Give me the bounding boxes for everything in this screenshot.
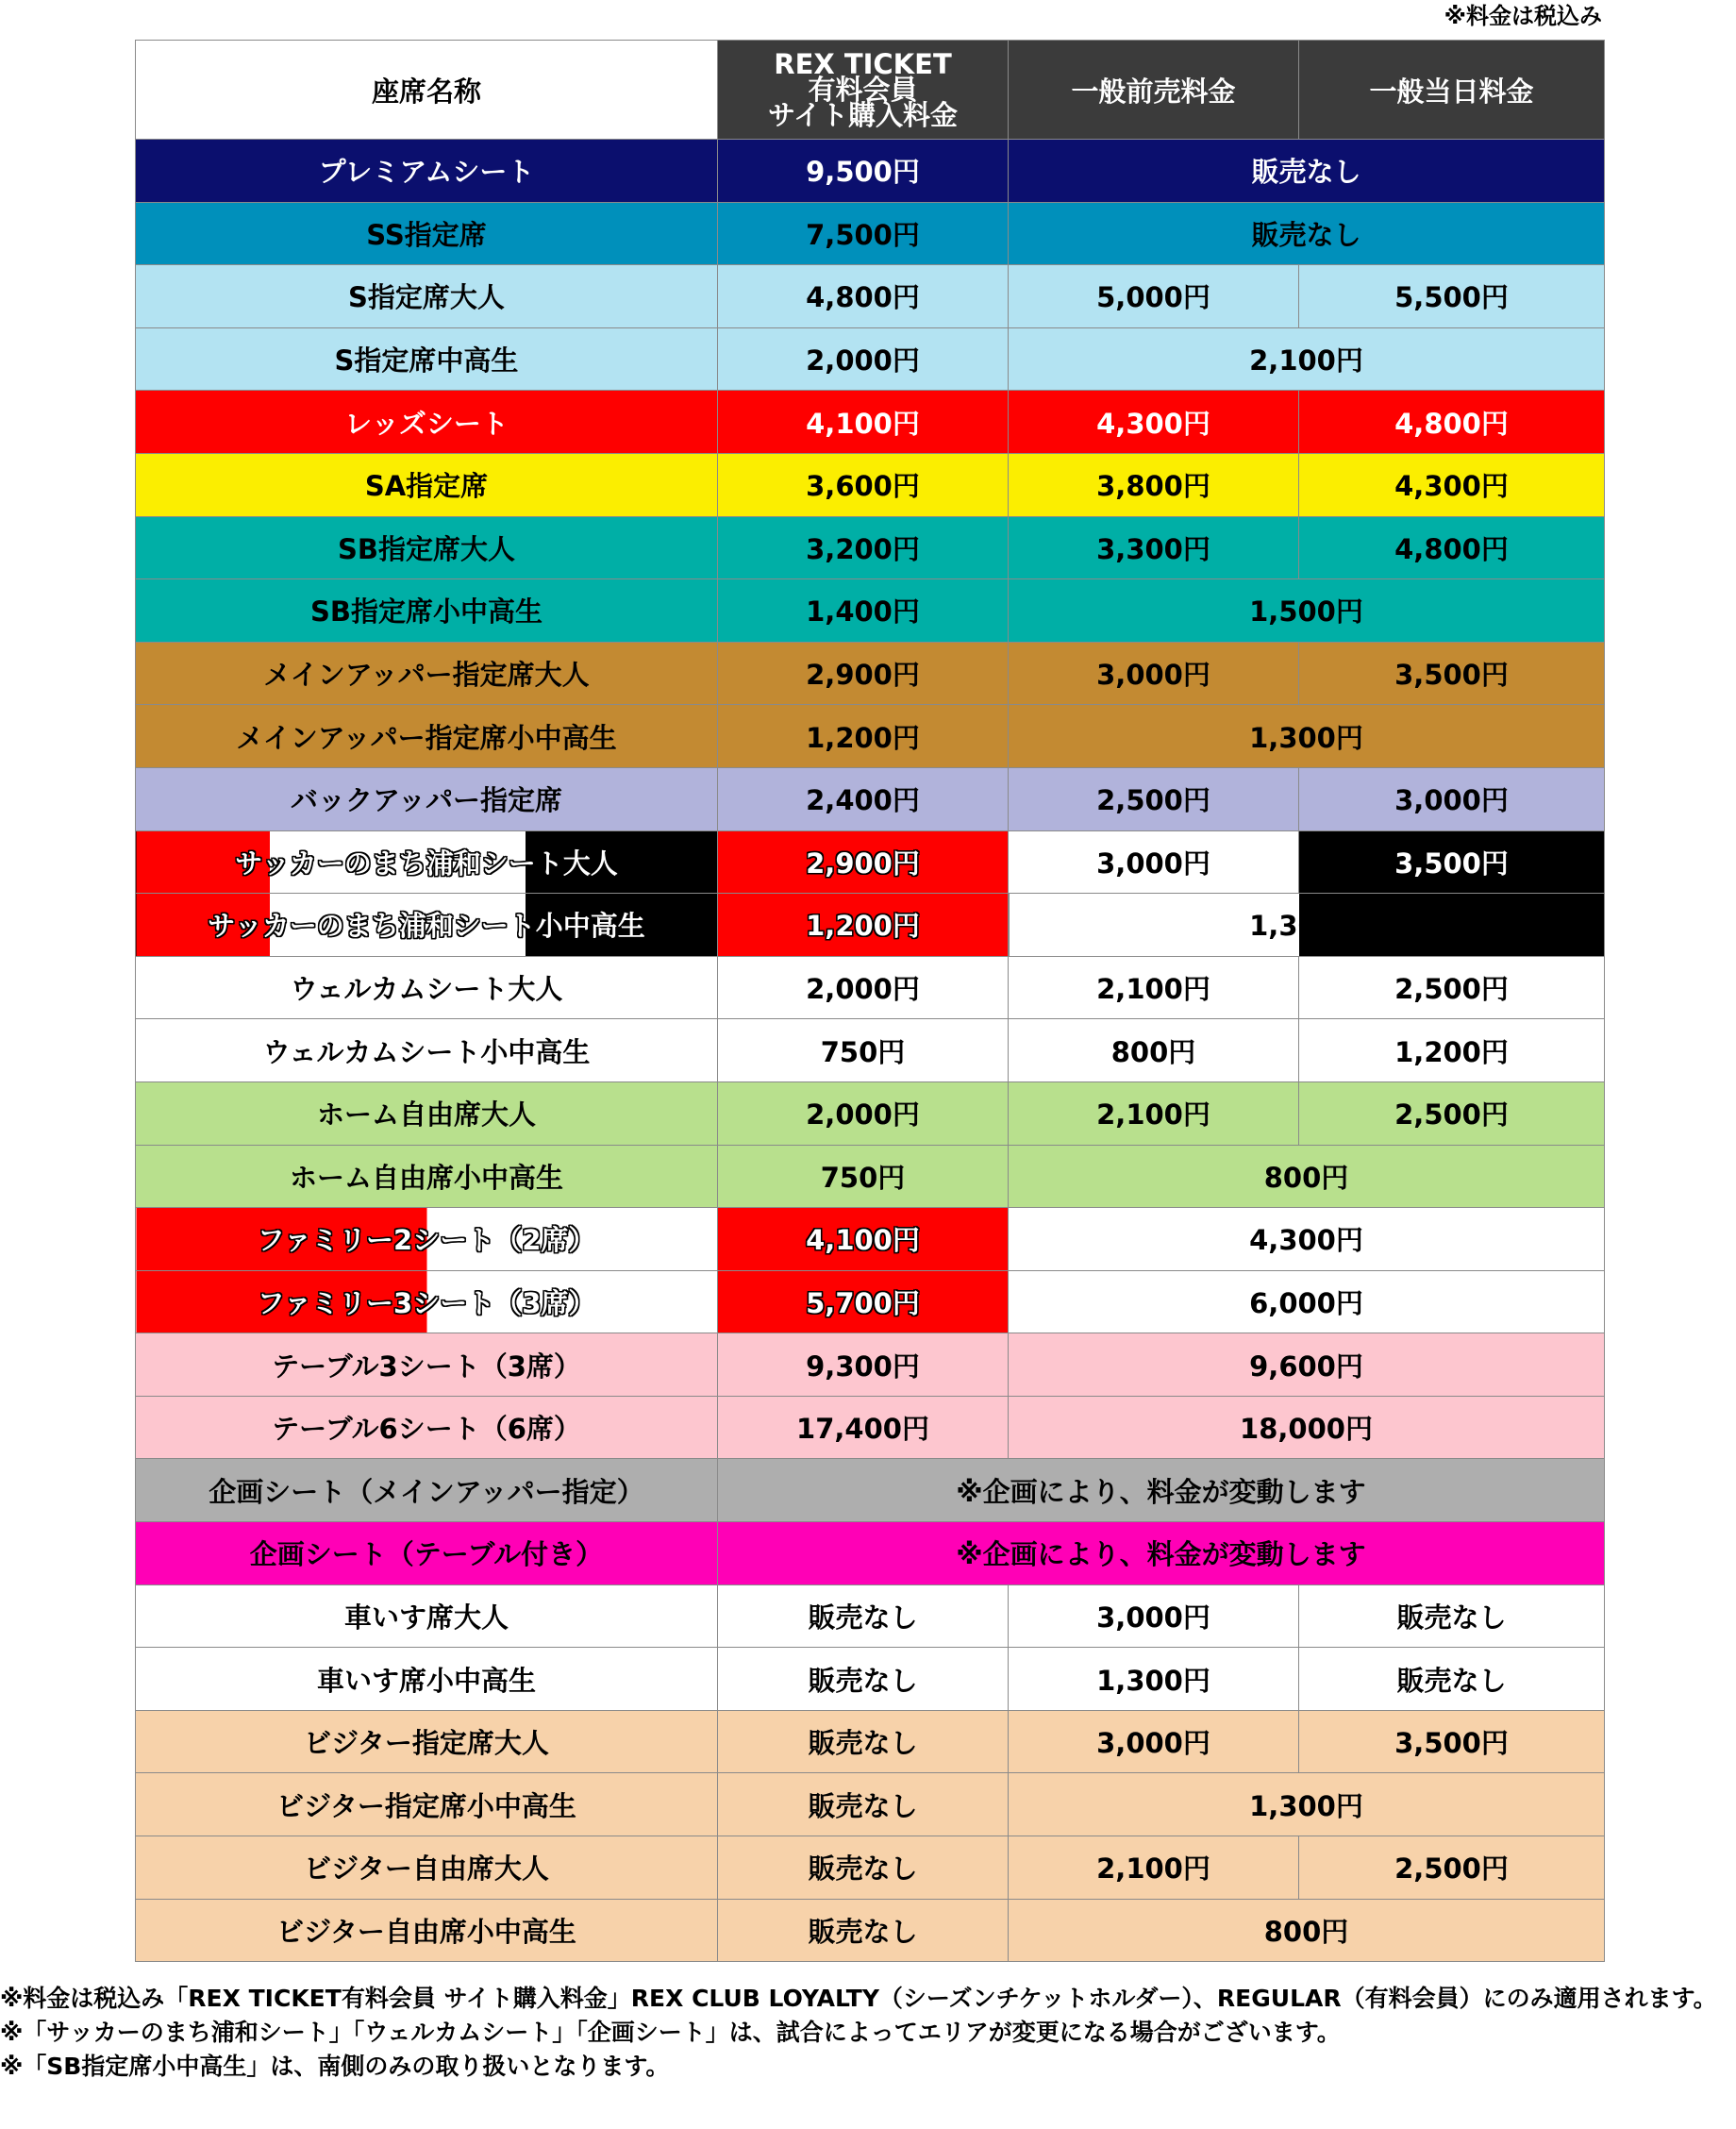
footer-note: ※「サッカーのまち浦和シート」「ウェルカムシート」「企画シート」は、試合によってエリアが変更になる場合がございます。: [0, 2019, 1341, 2046]
general-price-cell: 18,000円: [1009, 1396, 1605, 1459]
rex-price-cell: 2,900円: [718, 830, 1009, 894]
table-row: [136, 642, 1605, 705]
table-row: [136, 1019, 1605, 1082]
dayof-price-cell: 5,500円: [1299, 265, 1605, 328]
advance-price-cell: 5,000円: [1009, 265, 1299, 328]
seat-name-cell: SS指定席: [136, 202, 718, 265]
advance-price-cell: 3,000円: [1009, 1584, 1299, 1648]
rex-price-cell: 5,700円: [718, 1270, 1009, 1333]
seat-name-cell: ホーム自由席大人: [136, 1081, 718, 1145]
table-row: [136, 265, 1605, 328]
table-row: [136, 1270, 1605, 1333]
footer-notes: [0, 1982, 1736, 2084]
general-price-cell: 販売なし: [1009, 202, 1605, 265]
dayof-price-cell: 3,000円: [1299, 767, 1605, 830]
advance-price-cell: 2,100円: [1009, 1081, 1299, 1145]
seat-name-cell: レッズシート: [136, 391, 718, 454]
rex-price-cell: 販売なし: [718, 1773, 1009, 1836]
general-price-cell: 9,600円: [1009, 1333, 1605, 1397]
dayof-price-cell: 4,800円: [1299, 516, 1605, 579]
seat-name-cell: サッカーのまち浦和シート小中高生: [136, 894, 718, 957]
rex-price-cell: 2,900円: [718, 642, 1009, 705]
seat-name-cell: SA指定席: [136, 453, 718, 516]
rex-price-cell: 750円: [718, 1019, 1009, 1082]
variable-price-note-cell: ※企画により、料金が変動します: [718, 1459, 1605, 1522]
header-row: [136, 41, 1605, 140]
advance-price-cell: 2,500円: [1009, 767, 1299, 830]
rex-price-cell: 販売なし: [718, 1584, 1009, 1648]
table-row: [136, 830, 1605, 894]
general-price-cell: 6,000円: [1009, 1270, 1605, 1333]
table-row: [136, 1710, 1605, 1773]
dayof-price-cell: 3,500円: [1299, 830, 1605, 894]
table-row: [136, 453, 1605, 516]
seat-name-cell: メインアッパー指定席大人: [136, 642, 718, 705]
header-advance-price: 一般前売料金: [1009, 41, 1299, 140]
seat-name-cell: 車いす席小中高生: [136, 1648, 718, 1711]
rex-price-cell: 2,000円: [718, 327, 1009, 391]
dayof-price-cell: 3,500円: [1299, 1710, 1605, 1773]
table-row: [136, 1333, 1605, 1397]
rex-price-cell: 1,200円: [718, 705, 1009, 768]
dayof-price-cell: 2,500円: [1299, 1081, 1605, 1145]
general-price-cell: 2,100円: [1009, 327, 1605, 391]
advance-price-cell: 3,000円: [1009, 642, 1299, 705]
table-row: [136, 1145, 1605, 1208]
seat-name-cell: テーブル6シート（6席）: [136, 1396, 718, 1459]
general-price-cell: 販売なし: [1009, 140, 1605, 203]
seat-name-cell: ビジター自由席小中高生: [136, 1899, 718, 1962]
table-row: [136, 1522, 1605, 1585]
rex-price-cell: 2,000円: [718, 956, 1009, 1019]
general-price-cell: 1,300円: [1009, 894, 1605, 957]
rex-price-cell: 3,600円: [718, 453, 1009, 516]
footer-note: ※料金は税込み「REX TICKET有料会員 サイト購入料金」REX CLUB LOYALTY（シーズンチケットホルダー）、REGULAR（有料会員）にのみ適用されます。: [0, 1985, 1717, 2012]
seat-name-cell: ウェルカムシート小中高生: [136, 1019, 718, 1082]
rex-price-cell: 9,300円: [718, 1333, 1009, 1397]
variable-price-note-cell: ※企画により、料金が変動します: [718, 1522, 1605, 1585]
table-row: [136, 1081, 1605, 1145]
table-row: [136, 391, 1605, 454]
seat-name-cell: 企画シート（メインアッパー指定）: [136, 1459, 718, 1522]
table-row: [136, 1208, 1605, 1271]
seat-name-cell: バックアッパー指定席: [136, 767, 718, 830]
advance-price-cell: 3,300円: [1009, 516, 1299, 579]
seat-name-cell: テーブル3シート（3席）: [136, 1333, 718, 1397]
seat-name-cell: サッカーのまち浦和シート大人: [136, 830, 718, 894]
rex-price-cell: 2,400円: [718, 767, 1009, 830]
dayof-price-cell: 販売なし: [1299, 1648, 1605, 1711]
seat-name-cell: プレミアムシート: [136, 140, 718, 203]
seat-name-cell: メインアッパー指定席小中高生: [136, 705, 718, 768]
table-row: [136, 202, 1605, 265]
table-row: [136, 1648, 1605, 1711]
table-row: [136, 140, 1605, 203]
header-rex-ticket: [718, 41, 1009, 140]
table-row: [136, 1836, 1605, 1900]
table-row: [136, 767, 1605, 830]
header-rex-line3: サイト購入料金: [768, 98, 958, 131]
table-row: [136, 1773, 1605, 1836]
rex-price-cell: 7,500円: [718, 202, 1009, 265]
table-row: [136, 1459, 1605, 1522]
dayof-price-cell: 1,200円: [1299, 1019, 1605, 1082]
table-row: [136, 1899, 1605, 1962]
general-price-cell: 4,300円: [1009, 1208, 1605, 1271]
seat-name-cell: SB指定席小中高生: [136, 579, 718, 643]
rex-price-cell: 4,100円: [718, 1208, 1009, 1271]
dayof-price-cell: 販売なし: [1299, 1584, 1605, 1648]
header-dayof-price: 一般当日料金: [1299, 41, 1605, 140]
dayof-price-cell: 3,500円: [1299, 642, 1605, 705]
header-rex-line1: REX TICKET: [774, 47, 952, 80]
seat-name-cell: ビジター自由席大人: [136, 1836, 718, 1900]
rex-price-cell: 4,800円: [718, 265, 1009, 328]
table-row: [136, 1396, 1605, 1459]
seat-name-cell: ファミリー3シート（3席）: [136, 1270, 718, 1333]
footer-note: ※「SB指定席小中高生」は、南側のみの取り扱いとなります。: [0, 2053, 670, 2080]
table-row: [136, 894, 1605, 957]
rex-price-cell: 1,200円: [718, 894, 1009, 957]
general-price-cell: 800円: [1009, 1145, 1605, 1208]
rex-price-cell: 3,200円: [718, 516, 1009, 579]
rex-price-cell: 2,000円: [718, 1081, 1009, 1145]
seat-name-cell: ホーム自由席小中高生: [136, 1145, 718, 1208]
seat-name-cell: 車いす席大人: [136, 1584, 718, 1648]
advance-price-cell: 800円: [1009, 1019, 1299, 1082]
header-seat-name: 座席名称: [136, 41, 718, 140]
advance-price-cell: 4,300円: [1009, 391, 1299, 454]
advance-price-cell: 2,100円: [1009, 1836, 1299, 1900]
seat-name-cell: ファミリー2シート（2席）: [136, 1208, 718, 1271]
general-price-cell: 1,300円: [1009, 1773, 1605, 1836]
seat-name-cell: 企画シート（テーブル付き）: [136, 1522, 718, 1585]
advance-price-cell: 3,000円: [1009, 1710, 1299, 1773]
dayof-price-cell: 4,300円: [1299, 453, 1605, 516]
advance-price-cell: 3,800円: [1009, 453, 1299, 516]
table-row: [136, 956, 1605, 1019]
price-table: [135, 40, 1605, 1962]
dayof-price-cell: 2,500円: [1299, 956, 1605, 1019]
header-rex-line2: 有料会員: [808, 73, 918, 106]
rex-price-cell: 販売なし: [718, 1710, 1009, 1773]
advance-price-cell: 1,300円: [1009, 1648, 1299, 1711]
dayof-price-cell: 2,500円: [1299, 1836, 1605, 1900]
rex-price-cell: 販売なし: [718, 1836, 1009, 1900]
seat-name-cell: ビジター指定席小中高生: [136, 1773, 718, 1836]
rex-price-cell: 販売なし: [718, 1899, 1009, 1962]
seat-name-cell: S指定席中高生: [136, 327, 718, 391]
general-price-cell: 1,500円: [1009, 579, 1605, 643]
rex-price-cell: 4,100円: [718, 391, 1009, 454]
rex-price-cell: 17,400円: [718, 1396, 1009, 1459]
tax-note: ※料金は税込み: [1444, 3, 1602, 29]
rex-price-cell: 販売なし: [718, 1648, 1009, 1711]
seat-name-cell: S指定席大人: [136, 265, 718, 328]
general-price-cell: 1,300円: [1009, 705, 1605, 768]
rex-price-cell: 1,400円: [718, 579, 1009, 643]
rex-price-cell: 750円: [718, 1145, 1009, 1208]
seat-name-cell: ビジター指定席大人: [136, 1710, 718, 1773]
table-row: [136, 705, 1605, 768]
table-row: [136, 579, 1605, 643]
advance-price-cell: 2,100円: [1009, 956, 1299, 1019]
table-row: [136, 516, 1605, 579]
table-row: [136, 327, 1605, 391]
table-row: [136, 1584, 1605, 1648]
advance-price-cell: 3,000円: [1009, 830, 1299, 894]
price-table-body: [136, 140, 1605, 1962]
seat-name-cell: ウェルカムシート大人: [136, 956, 718, 1019]
dayof-price-cell: 4,800円: [1299, 391, 1605, 454]
general-price-cell: 800円: [1009, 1899, 1605, 1962]
seat-name-cell: SB指定席大人: [136, 516, 718, 579]
rex-price-cell: 9,500円: [718, 140, 1009, 203]
